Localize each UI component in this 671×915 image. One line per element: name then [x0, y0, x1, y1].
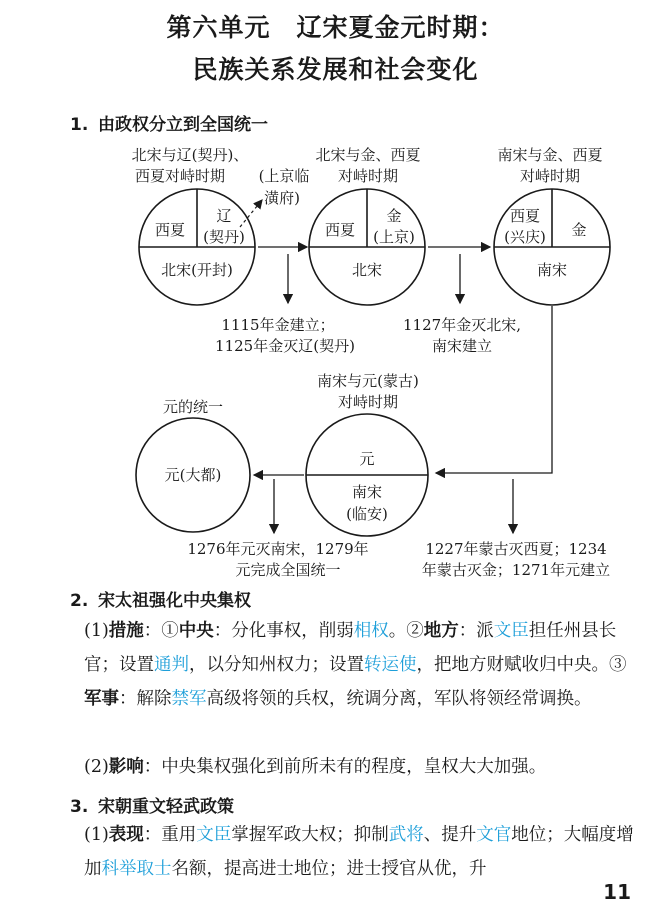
label-a-line2: 西夏对峙时期 — [134, 167, 226, 185]
keyword-civil-officials: 文臣 — [493, 621, 529, 641]
label-d-line1: 南宋与元(蒙古) — [317, 372, 419, 390]
label-d-line2: 对峙时期 — [337, 393, 399, 411]
event4-line1: 1227年蒙古灭西夏；1234 — [425, 540, 607, 558]
label-a-line1: 北宋与辽(契丹)、 — [131, 146, 249, 164]
c1-right-2: (契丹) — [203, 228, 245, 246]
section-2-paragraph-1 — [84, 614, 640, 716]
c5-text: 元(大都) — [164, 466, 222, 484]
c3-left-1: 西夏 — [509, 207, 541, 225]
term-manifestation: 表现 — [108, 825, 144, 845]
text-fragment: ：分化事权，削弱 — [213, 621, 354, 641]
section-3-heading — [70, 792, 234, 817]
label-e: 元的统一 — [162, 398, 224, 416]
event3-line2: 元完成全国统一 — [235, 561, 341, 579]
text-fragment: ：① — [143, 621, 179, 641]
section-3-number: 3. — [70, 797, 89, 817]
unit-title-line1: 第六单元 辽宋夏金元时期： — [166, 13, 505, 42]
text-fragment: 掌握军政大权；抑制 — [231, 825, 389, 845]
unit-title-line2: 民族关系发展和社会变化 — [192, 55, 479, 84]
c3-right: 金 — [571, 221, 587, 239]
event1-line1: 1115年金建立； — [221, 316, 335, 334]
label-b-line2: 对峙时期 — [337, 167, 399, 185]
p-index: (2) — [84, 757, 109, 777]
c4-top: 元 — [359, 450, 375, 468]
keyword-civil-officials: 文臣 — [196, 825, 232, 845]
keyword-military-generals: 武将 — [388, 825, 424, 845]
circle-north-song-liao — [139, 189, 255, 305]
keyword-imperial-exam: 科举取士 — [101, 859, 172, 879]
section-2-paragraph-2 — [84, 750, 640, 784]
event1-line2: 1125年金灭辽(契丹) — [215, 337, 355, 355]
c2-right-2: (上京) — [373, 228, 415, 246]
capital-note-line2: 潢府) — [264, 189, 300, 207]
c4-bottom-1: 南宋 — [351, 483, 383, 501]
dynasty-diagram — [0, 130, 671, 610]
section-1-number: 1. — [70, 115, 89, 135]
p-index: (1) — [84, 621, 109, 641]
text-fragment: 名额，提高进士地位；进士授官从优，升 — [171, 859, 487, 879]
section-2-heading — [70, 586, 251, 611]
section-2-number: 2. — [70, 591, 89, 611]
p-index: (1) — [84, 825, 109, 845]
label-c-line1: 南宋与金、西夏 — [497, 146, 603, 164]
c3-bottom: 南宋 — [536, 261, 568, 279]
c2-right-1: 金 — [386, 207, 402, 225]
text-fragment: 。② — [388, 621, 424, 641]
c1-right-1: 辽 — [216, 207, 232, 225]
section-1-title: 由政权分立到全国统一 — [98, 115, 268, 135]
text-fragment: ，以分知州权力；设置 — [189, 655, 364, 675]
text-fragment: ：派 — [458, 621, 494, 641]
section-3-paragraph-1 — [84, 818, 640, 886]
label-b-line1: 北宋与金、西夏 — [315, 146, 421, 164]
term-influence: 影响 — [108, 757, 144, 777]
keyword-civil-officers: 文官 — [476, 825, 512, 845]
text-fragment: 地位；大幅度增加 — [84, 825, 634, 879]
term-measures: 措施 — [108, 621, 144, 641]
text-fragment: 高级将领的兵权，统调分离，军队将领经常调换。 — [206, 689, 592, 709]
event3-line1: 1276年元灭南宋，1279年 — [187, 540, 369, 558]
keyword-imperial-army: 禁军 — [171, 689, 207, 709]
text-fragment: ：重用 — [143, 825, 197, 845]
c2-left: 西夏 — [324, 221, 356, 239]
c4-bottom-2: (临安) — [346, 505, 388, 523]
text-fragment: 担任州县长官；设置 — [84, 621, 617, 675]
circle-north-song-jin — [309, 189, 425, 305]
c1-left: 西夏 — [154, 221, 186, 239]
label-c-line2: 对峙时期 — [519, 167, 581, 185]
c2-bottom: 北宋 — [351, 261, 383, 279]
keyword-transport-commissioner: 转运使 — [364, 655, 417, 675]
text-fragment: ：解除 — [119, 689, 172, 709]
event2-line1: 1127年金灭北宋, — [403, 316, 521, 334]
capital-note-line1: (上京临 — [258, 167, 310, 185]
text-fragment: ：中央集权强化到前所未有的程度，皇权大大加强。 — [143, 757, 547, 777]
event4-line2: 年蒙古灭金；1271年元建立 — [421, 561, 611, 579]
c3-left-2: (兴庆) — [504, 228, 546, 246]
term-military: 军事 — [84, 689, 119, 709]
term-central: 中央 — [178, 621, 214, 641]
section-3-title: 宋朝重文轻武政策 — [98, 797, 234, 817]
term-local: 地方 — [423, 621, 459, 641]
text-fragment: 、提升 — [423, 825, 477, 845]
section-2-title: 宋太祖强化中央集权 — [98, 591, 251, 611]
text-fragment: ，把地方财赋收归中央。③ — [416, 655, 627, 675]
page-number: 11 — [603, 880, 631, 904]
keyword-chancellor-power: 相权 — [353, 621, 389, 641]
event2-line2: 南宋建立 — [431, 337, 493, 355]
keyword-tongpan: 通判 — [154, 655, 189, 675]
c1-bottom: 北宋(开封) — [161, 261, 233, 279]
